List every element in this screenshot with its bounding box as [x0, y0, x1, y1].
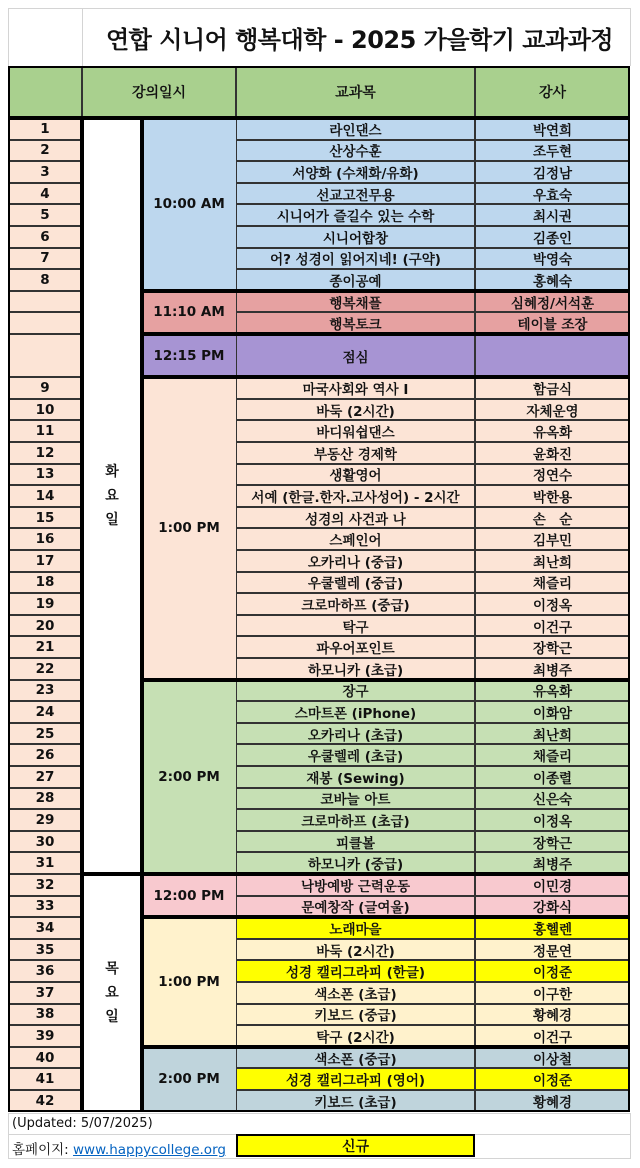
row-number: 16: [8, 528, 82, 550]
legend-new-badge: 신규: [236, 1134, 475, 1157]
instructor-cell: 최병주: [475, 658, 630, 680]
subject-cell: 성경 캘리그라피 (영어): [236, 1068, 475, 1090]
row-number: 10: [8, 399, 82, 421]
instructor-cell: 최시권: [475, 204, 630, 226]
subject-cell: 바둑 (2시간): [236, 939, 475, 961]
row-number: 11: [8, 420, 82, 442]
subject-cell: 오카리나 (초급): [236, 723, 475, 745]
time-slot: 1:00 PM: [142, 377, 236, 679]
instructor-cell: 이민경: [475, 874, 630, 896]
instructor-cell: 이정옥: [475, 809, 630, 831]
row-number: 33: [8, 896, 82, 918]
row-number: 21: [8, 636, 82, 658]
row-number: 30: [8, 831, 82, 853]
instructor-cell: 채즐리: [475, 744, 630, 766]
gridline: [8, 1113, 9, 1159]
instructor-cell: 신은숙: [475, 788, 630, 810]
row-number: 29: [8, 809, 82, 831]
row-number: 18: [8, 572, 82, 594]
day-cell: [82, 874, 142, 1112]
instructor-cell: 홍혜숙: [475, 269, 630, 291]
row-number: 9: [8, 377, 82, 399]
time-slot: 1:00 PM: [142, 917, 236, 1047]
instructor-cell: 장학근: [475, 831, 630, 853]
subject-cell: 부동산 경제학: [236, 442, 475, 464]
subject-cell: 탁구: [236, 615, 475, 637]
instructor-cell: 박한용: [475, 485, 630, 507]
row-number: 36: [8, 960, 82, 982]
time-slot: 12:15 PM: [142, 334, 236, 377]
row-number: 32: [8, 874, 82, 896]
updated-date: (Updated: 5/07/2025): [12, 1116, 153, 1131]
instructor-cell: 이정준: [475, 1068, 630, 1090]
row-number: 15: [8, 507, 82, 529]
instructor-cell: 심혜정/서석훈: [475, 291, 630, 313]
gridline: [82, 8, 83, 66]
gridline: [8, 1158, 631, 1159]
subject-cell: 시니어가 즐길수 있는 수학: [236, 204, 475, 226]
subject-cell: 우쿨렐레 (중급): [236, 572, 475, 594]
header-instructor: 강사: [475, 66, 630, 118]
row-number: 3: [8, 161, 82, 183]
header-blank: [8, 66, 82, 118]
instructor-cell: 장학근: [475, 636, 630, 658]
instructor-cell: 이정준: [475, 960, 630, 982]
day-char: 일: [105, 1008, 119, 1025]
instructor-cell: 김종인: [475, 226, 630, 248]
schedule-table: [8, 66, 630, 1113]
instructor-cell: 최난희: [475, 723, 630, 745]
subject-cell: 생활영어: [236, 464, 475, 486]
time-slot: 10:00 AM: [142, 118, 236, 291]
subject-cell: 시니어합창: [236, 226, 475, 248]
instructor-cell: 최병주: [475, 852, 630, 874]
subject-cell: 재봉 (Sewing): [236, 766, 475, 788]
row-number: [8, 312, 82, 334]
row-number: 1: [8, 118, 82, 140]
subject-cell: 탁구 (2시간): [236, 1025, 475, 1047]
gridline: [630, 1113, 631, 1159]
subject-cell: 하모니카 (중급): [236, 852, 475, 874]
homepage-line: [12, 1138, 226, 1158]
subject-cell: 크로마하프 (중급): [236, 593, 475, 615]
instructor-cell: 박연희: [475, 118, 630, 140]
subject-cell: 점심: [236, 334, 475, 377]
instructor-cell: 이화암: [475, 701, 630, 723]
instructor-cell: 이상철: [475, 1047, 630, 1069]
instructor-cell: 정문연: [475, 939, 630, 961]
row-number: 5: [8, 204, 82, 226]
instructor-cell: 함금식: [475, 377, 630, 399]
instructor-cell: [475, 334, 630, 377]
instructor-cell: 이종렬: [475, 766, 630, 788]
time-slot: 2:00 PM: [142, 680, 236, 874]
subject-cell: 스마트폰 (iPhone): [236, 701, 475, 723]
row-number: 8: [8, 269, 82, 291]
subject-cell: 키보드 (초급): [236, 1090, 475, 1112]
subject-cell: 문예창작 (글여울): [236, 896, 475, 918]
subject-cell: 파우어포인트: [236, 636, 475, 658]
day-char: 요: [105, 984, 119, 1001]
row-number: 39: [8, 1025, 82, 1047]
subject-cell: 색소폰 (초급): [236, 982, 475, 1004]
subject-cell: 성경의 사건과 나: [236, 507, 475, 529]
subject-cell: 장구: [236, 680, 475, 702]
subject-cell: 바둑 (2시간): [236, 399, 475, 421]
day-char: 화: [105, 464, 119, 480]
row-number: 7: [8, 248, 82, 270]
instructor-cell: 채즐리: [475, 572, 630, 594]
header-subject: 교과목: [236, 66, 475, 118]
row-number: 41: [8, 1068, 82, 1090]
day-char: 일: [105, 512, 119, 528]
subject-cell: 코바늘 아트: [236, 788, 475, 810]
gridline: [8, 1113, 631, 1114]
subject-cell: 서양화 (수채화/유화): [236, 161, 475, 183]
day-cell: [82, 118, 142, 874]
row-number: 13: [8, 464, 82, 486]
instructor-cell: 김부민: [475, 528, 630, 550]
row-number: 27: [8, 766, 82, 788]
subject-cell: 어? 성경이 읽어지네! (구약): [236, 248, 475, 270]
row-number: 14: [8, 485, 82, 507]
row-number: 37: [8, 982, 82, 1004]
header-datetime: 강의일시: [82, 66, 236, 118]
subject-cell: 낙방예방 근력운동: [236, 874, 475, 896]
row-number: 42: [8, 1090, 82, 1112]
instructor-cell: 윤화진: [475, 442, 630, 464]
gridline: [630, 8, 631, 66]
instructor-cell: 정연수: [475, 464, 630, 486]
time-slot: 11:10 AM: [142, 291, 236, 334]
subject-cell: 크로마하프 (초급): [236, 809, 475, 831]
day-char: 목: [105, 960, 119, 977]
row-number: 38: [8, 1004, 82, 1026]
row-number: 17: [8, 550, 82, 572]
instructor-cell: 우효숙: [475, 183, 630, 205]
subject-cell: 색소폰 (중급): [236, 1047, 475, 1069]
instructor-cell: 김정남: [475, 161, 630, 183]
row-number: 2: [8, 140, 82, 162]
instructor-cell: 유옥화: [475, 680, 630, 702]
homepage-link[interactable]: www.happycollege.org: [73, 1142, 226, 1158]
subject-cell: 행복채플: [236, 291, 475, 313]
row-number: [8, 334, 82, 377]
instructor-cell: 홍헬렌: [475, 917, 630, 939]
subject-cell: 노래마을: [236, 917, 475, 939]
subject-cell: 마국사회와 역사 I: [236, 377, 475, 399]
instructor-cell: 이건구: [475, 1025, 630, 1047]
instructor-cell: 황혜경: [475, 1004, 630, 1026]
instructor-cell: 이구한: [475, 982, 630, 1004]
row-number: 26: [8, 744, 82, 766]
time-slot: 12:00 PM: [142, 874, 236, 917]
instructor-cell: 강화식: [475, 896, 630, 918]
subject-cell: 서예 (한글.한자.고사성어) - 2시간: [236, 485, 475, 507]
instructor-cell: 박영숙: [475, 248, 630, 270]
subject-cell: 하모니카 (초급): [236, 658, 475, 680]
subject-cell: 성경 캘리그라피 (한글): [236, 960, 475, 982]
subject-cell: 스페인어: [236, 528, 475, 550]
instructor-cell: 황혜경: [475, 1090, 630, 1112]
instructor-cell: 자체운영: [475, 399, 630, 421]
row-number: 19: [8, 593, 82, 615]
instructor-cell: 최난희: [475, 550, 630, 572]
instructor-cell: 이건구: [475, 615, 630, 637]
instructor-cell: 유옥화: [475, 420, 630, 442]
subject-cell: 라인댄스: [236, 118, 475, 140]
subject-cell: 키보드 (중급): [236, 1004, 475, 1026]
subject-cell: 바디워쉽댄스: [236, 420, 475, 442]
subject-cell: 행복토크: [236, 312, 475, 334]
row-number: 6: [8, 226, 82, 248]
subject-cell: 피클볼: [236, 831, 475, 853]
row-number: 12: [8, 442, 82, 464]
time-slot: 2:00 PM: [142, 1047, 236, 1112]
row-number: 25: [8, 723, 82, 745]
instructor-cell: 테이블 조장: [475, 312, 630, 334]
subject-cell: 우쿨렐레 (초급): [236, 744, 475, 766]
row-number: 22: [8, 658, 82, 680]
row-number: 24: [8, 701, 82, 723]
row-number: 4: [8, 183, 82, 205]
gridline: [8, 8, 631, 9]
row-number: 20: [8, 615, 82, 637]
subject-cell: 오카리나 (중급): [236, 550, 475, 572]
row-number: 35: [8, 939, 82, 961]
row-number: 31: [8, 852, 82, 874]
row-number: 23: [8, 680, 82, 702]
row-number: [8, 291, 82, 313]
page-title: 연합 시니어 행복대학 - 2025 가을학기 교과과정: [105, 25, 614, 54]
row-number: 34: [8, 917, 82, 939]
instructor-cell: 손 순: [475, 507, 630, 529]
day-char: 요: [105, 488, 119, 504]
instructor-cell: 이정옥: [475, 593, 630, 615]
row-number: 40: [8, 1047, 82, 1069]
subject-cell: 선교고전무용: [236, 183, 475, 205]
gridline: [8, 8, 9, 66]
homepage-label: 홈페이지:: [12, 1142, 69, 1158]
instructor-cell: 조두현: [475, 140, 630, 162]
subject-cell: 산상수훈: [236, 140, 475, 162]
subject-cell: 종이공예: [236, 269, 475, 291]
row-number: 28: [8, 788, 82, 810]
